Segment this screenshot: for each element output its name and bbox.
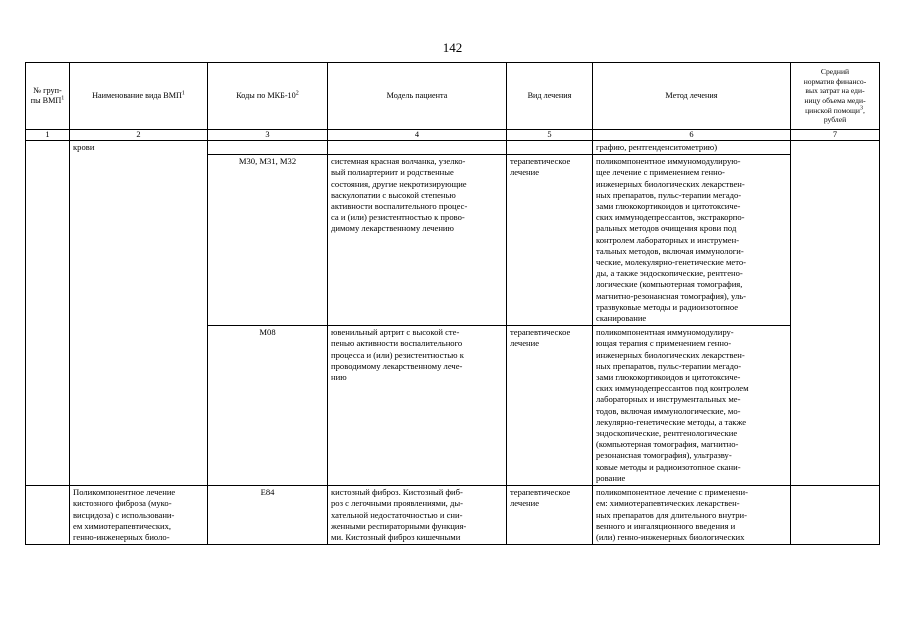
mkb-code-cell: Е84 xyxy=(208,486,328,545)
patient-model-cell: ювенильный артрит с высокой сте- пенью активности воспалительного процесса и (или) резистентностью к проводимому лекарственному лече- нию xyxy=(328,326,507,486)
vmp-table xyxy=(25,62,880,545)
treatment-type-cell: терапевтическое лечение xyxy=(507,155,593,326)
header-avg-cost: Средний норматив финансо- вых затрат на еди- ницу объема меди- цинской помощи$^3$, рублей xyxy=(791,63,880,130)
treatment-type-cell: терапевтическое лечение xyxy=(507,486,593,545)
column-number: 5 xyxy=(507,130,593,141)
treatment-method-cell: поликомпонентное иммуномодулирую- щее лечение с применением генно- инженерных биологических лекарствен- ных препаратов, пульс-терапии мегадо- зами глюкокортикоидов и цитотоксиче- ских иммунодепрессантов, экстракорпо- ральных методов очищения крови под контролем лабораторных и инструмен- тальных методов, включая иммунологи- ческие, молекулярно-генетические мето- ды, а также эндоскопические, рентгено- логические (компьютерная томография, магнитно-резонансная томография), уль- тразвуковые методы и радиоизотопное сканирование xyxy=(593,155,791,326)
treatment-method-cell: поликомпонентная иммуномодулиру- ющая терапия с применением генно- инженерных биологических лекарствен- ных препаратов, пульс-терапии мегадо- зами глюкокортикоидов и цитотоксиче- ских иммунодепрессантов под контролем лабораторных и инструментальных ме- тодов, включая иммунологические, мо- лекулярно-генетические методы, а также эндоскопические, рентгенологические (компьютерная томография, магнитно- резонансная томография), ультразву- ковые методы и радиоизотопное скани- рование xyxy=(593,326,791,486)
treatment-type-cell xyxy=(507,141,593,155)
mkb-code-cell: М30, М31, М32 xyxy=(208,155,328,326)
avg-cost-cell xyxy=(791,141,880,486)
group-no-cell xyxy=(26,141,70,486)
column-number: 7 xyxy=(791,130,880,141)
mkb-code-cell xyxy=(208,141,328,155)
header-patient-model: Модель пациента xyxy=(328,63,507,130)
header-group-no: № груп- пы ВМП$^1$ xyxy=(26,63,70,130)
column-numbers-row xyxy=(26,130,880,141)
header-treatment-method: Метод лечения xyxy=(593,63,791,130)
treatment-method-cell: поликомпонентное лечение с применени- ем: химиотерапевтических лекарствен- ных препаратов для длительного внутри- венного и ингаляционного введения и (или) генно-инженерных биологических xyxy=(593,486,791,545)
table-row xyxy=(26,486,880,545)
header-treatment-type: Вид лечения xyxy=(507,63,593,130)
vmp-name-cell: Поликомпонентное лечение кистозного фиброза (муко- висцидоза) с использовани- ем химиотерапевтических, генно-инженерных биоло- xyxy=(70,486,208,545)
header-mkb-codes: Коды по МКБ-$10^2$ xyxy=(208,63,328,130)
column-number: 3 xyxy=(208,130,328,141)
vmp-name-cell: крови xyxy=(70,141,208,486)
header-vmp-name: Наименование вида ВМП$^1$ xyxy=(70,63,208,130)
treatment-type-cell: терапевтическое лечение xyxy=(507,326,593,486)
column-number: 2 xyxy=(70,130,208,141)
column-number: 4 xyxy=(328,130,507,141)
page-number: 142 xyxy=(442,40,463,55)
patient-model-cell: системная красная волчанка, узелко- вый полиартериит и родственные состояния, другие некротизирующие васкулопатии с высокой степенью активности воспалительного процес- са и (или) резистентностью к прово- димому лекарственному лечению xyxy=(328,155,507,326)
column-number: 1 xyxy=(26,130,70,141)
header-row xyxy=(26,63,880,130)
patient-model-cell xyxy=(328,141,507,155)
avg-cost-cell xyxy=(791,486,880,545)
group-no-cell xyxy=(26,486,70,545)
mkb-code-cell: М08 xyxy=(208,326,328,486)
column-number: 6 xyxy=(593,130,791,141)
patient-model-cell: кистозный фиброз. Кистозный фиб- роз с легочными проявлениями, ды- хательной недостаточностью и сни- женными респираторными функция- ми. Кистозный фиброз кишечными xyxy=(328,486,507,545)
table-row xyxy=(26,141,880,155)
treatment-method-cell: графию, рентгенденситометрию) xyxy=(593,141,791,155)
